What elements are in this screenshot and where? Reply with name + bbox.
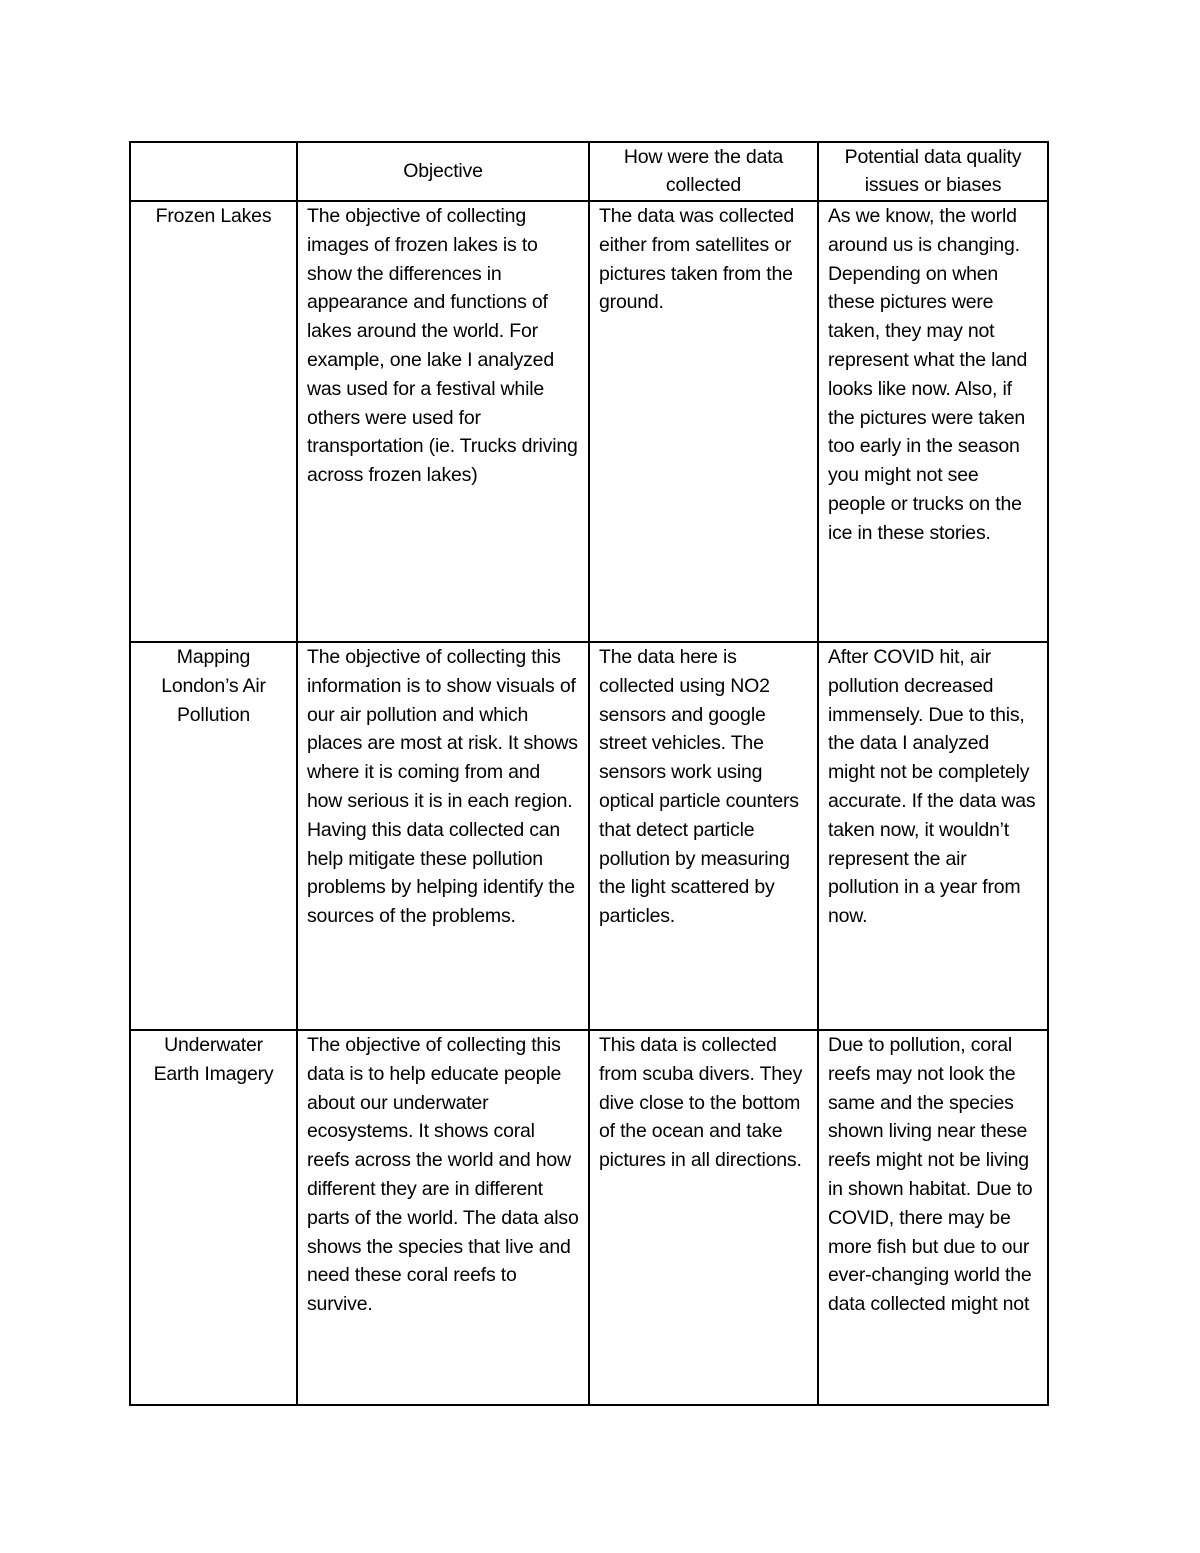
objective-text: The objective of collecting this information is to show visuals of our air pollution and which places are most at risk. It shows where it is coming from and how serious it is in each region. Having this data collected can help mitigate these pollution problems by helping identify the sources of the problems. <box>307 646 578 928</box>
cell-collection-underwater <box>589 1030 818 1405</box>
table-row-london-air-pollution <box>130 642 1048 1030</box>
header-cell-issues: Potential data quality issues or biases <box>818 142 1048 201</box>
issues-text: As we know, the world around us is changing. Depending on when these pictures were taken, they may not represent what the land looks like now. Also, if the pictures were taken too early in the season you might not see people or trucks on the ice in these stories. <box>828 205 1028 544</box>
table-row-frozen-lakes <box>130 201 1048 642</box>
collection-text: This data is collected from scuba divers. They dive close to the bottom of the ocean and take pictures in all directions. <box>599 1034 803 1172</box>
header-cell-objective: Objective <box>297 142 589 201</box>
cell-issues-frozen-lakes <box>818 201 1048 642</box>
header-cell-blank <box>130 142 297 201</box>
header-cell-collection: How were the data collected <box>589 142 818 201</box>
objective-text: The objective of collecting images of frozen lakes is to show the differences in appearance and functions of lakes around the world. For example, one lake I analyzed was used for a festival while others were used for transportation (ie. Trucks driving across frozen lakes) <box>307 205 578 487</box>
cell-issues-london <box>818 642 1048 1030</box>
table-header-row <box>130 142 1048 201</box>
collection-text: The data was collected either from satellites or pictures taken from the ground. <box>599 205 795 314</box>
data-sources-table <box>129 141 1049 1406</box>
row-label-frozen-lakes: Frozen Lakes <box>130 201 297 642</box>
cell-objective-underwater <box>297 1030 589 1405</box>
issues-text: Due to pollution, coral reefs may not look the same and the species shown living near these reefs might not be living in shown habitat. Due to COVID, there may be more fish but due to our ever-changing world the data collected might not <box>828 1034 1033 1316</box>
cell-collection-london <box>589 642 818 1030</box>
objective-text: The objective of collecting this data is to help educate people about our underwater ecosystems. It shows coral reefs across the world and how different they are in different parts of the world. The data also shows the species that live and need these coral reefs to survive. <box>307 1034 579 1316</box>
issues-text: After COVID hit, air pollution decreased immensely. Due to this, the data I analyzed might not be completely accurate. If the data was taken now, it wouldn’t represent the air pollution in a year from now. <box>828 646 1036 928</box>
collection-text: The data here is collected using NO2 sensors and google street vehicles. The sensors work using optical particle counters that detect particle pollution by measuring the light scattered by particles. <box>599 646 799 928</box>
cell-issues-underwater <box>818 1030 1048 1405</box>
cell-collection-frozen-lakes <box>589 201 818 642</box>
cell-objective-london <box>297 642 589 1030</box>
table-row-underwater-earth-imagery <box>130 1030 1048 1405</box>
row-label-london-air-pollution: Mapping London’s Air Pollution <box>130 642 297 1030</box>
cell-objective-frozen-lakes <box>297 201 589 642</box>
row-label-underwater-earth-imagery: Underwater Earth Imagery <box>130 1030 297 1405</box>
